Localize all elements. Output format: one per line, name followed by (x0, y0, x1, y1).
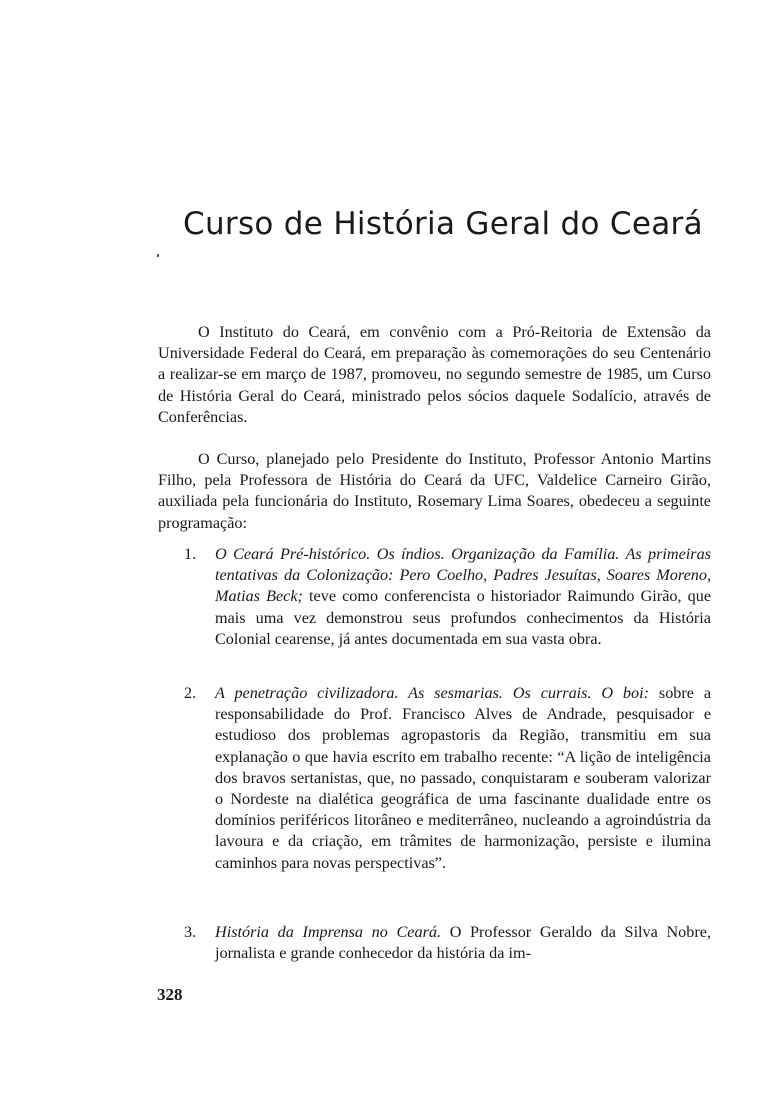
item-number: 1. (184, 545, 197, 563)
item-content (215, 922, 711, 964)
item-number: 2. (184, 684, 197, 702)
paragraph-text: O Instituto do Ceará, em convênio com a Pró-Reitoria de Extensão da Universidade Federal do Ceará, em preparação às comemorações do seu Centenário a realizar-se em março de 1987, promoveu, no segundo semestre de 1985, um Curso de História Geral do Ceará, ministrado pelos sócios daquele Sodalício, através de Conferências. (158, 323, 711, 426)
item-text: teve como conferencista o historiador Raimundo Girão, que mais uma vez demonstrou seus profundos conhecimentos da História Colonial cearense, já antes documentada em sua vasta obra. (215, 587, 712, 648)
program-item-2 (158, 683, 711, 874)
print-mark (157, 254, 159, 257)
item-text: sobre a responsabilidade do Prof. Francisco Alves de Andrade, pesquisador e estudioso dos problemas agropastoris da Região, transmitiu em sua explanação o que havia escrito em trabalho recente: “A lição de inteligência dos bravos sertanistas, que, no passado, conquistaram e souberam valorizar o Nordeste na dialética geográfica de uma fascinante dualidade entre os domínios periféricos litorâneo e mediterrâneo, nucleando a agroindústria da lavoura e da criação, em trâmites de harmonização, persiste e ilumina caminhos para novas perspectivas”. (215, 684, 712, 872)
intro-paragraph-1 (158, 322, 711, 428)
intro-paragraph-2 (158, 449, 711, 534)
paragraph-text: O Curso, planejado pelo Presidente do Instituto, Professor Antonio Martins Filho, pela Professora de História do Ceará da UFC, Valdelice Carneiro Girão, auxiliada pela funcionária do Instituto, Rosemary Lima Soares, obedeceu a seguinte programação: (158, 450, 711, 532)
page-title: Curso de História Geral do Ceará (183, 206, 703, 242)
item-number: 3. (184, 923, 197, 941)
item-text: O Professor Geraldo da Silva Nobre, jornalista e grande conhecedor da história da im- (215, 923, 711, 963)
item-content (215, 544, 711, 650)
item-topic: O Ceará Pré-histórico. Os índios. Organização da Família. As primeiras tentativas da Colonização: Pero Coelho, Padres Jesuítas, Soares Moreno, Matias Beck; (215, 545, 711, 606)
item-topic: A penetração civilizadora. As sesmarias. Os currais. O boi: (215, 684, 650, 702)
page-number: 328 (157, 985, 183, 1004)
program-item-3 (158, 922, 711, 964)
item-topic: História da Imprensa no Ceará. (215, 923, 442, 941)
item-content (215, 683, 711, 874)
program-item-1 (158, 544, 711, 650)
